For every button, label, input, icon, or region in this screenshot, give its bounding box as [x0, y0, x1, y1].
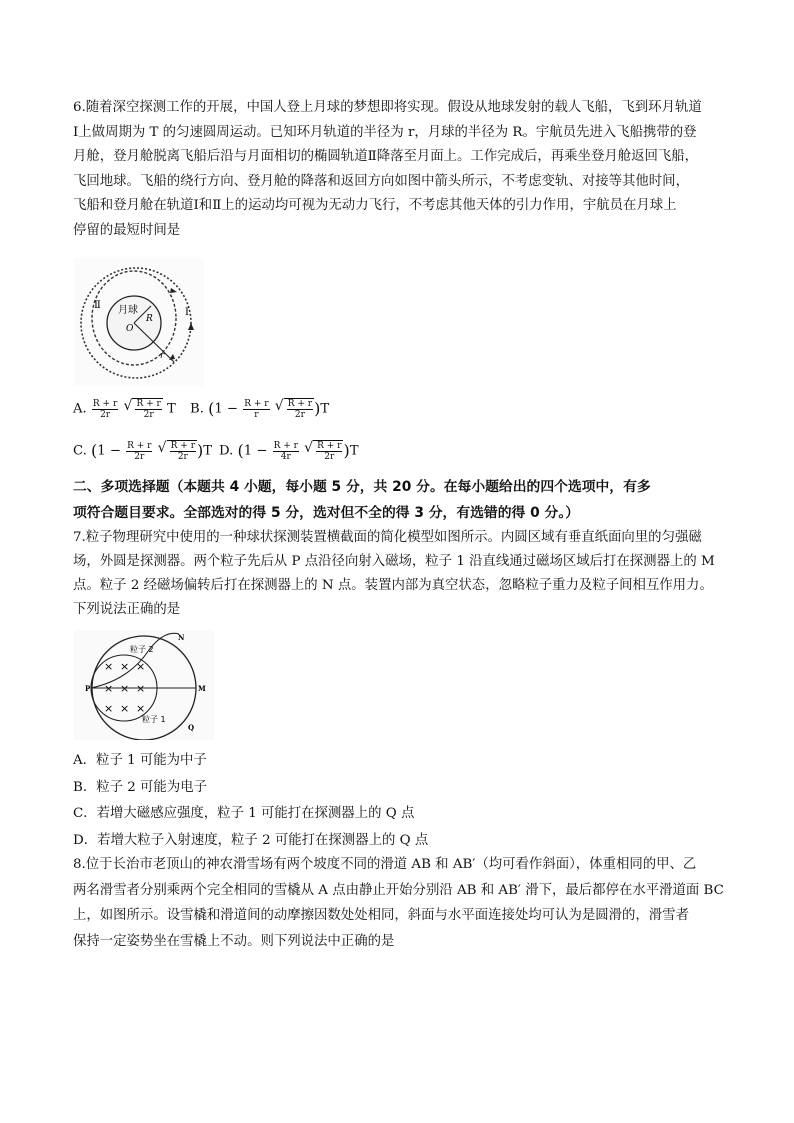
radius-label: R	[146, 314, 153, 324]
svg-text:×: ×	[104, 660, 114, 673]
q6-option-A: A. $\frac{R + r}{2r}$ √ $\frac{R + r}{2r}$ T	[73, 398, 176, 420]
point-N-label: N	[178, 633, 185, 642]
q7-option-C: C．若增大磁感应强度，粒子 1 可能打在探测器上的 Q 点	[73, 806, 415, 821]
particle-2-label: 粒子 2	[130, 645, 154, 654]
svg-text:×: ×	[120, 682, 130, 695]
q7-line: 场，外圆是探测器。两个粒子先后从 P 点沿径向射入磁场，粒子 1 沿直线通过磁场区域后打在探测器上的 M	[73, 554, 715, 569]
center-label: O	[126, 324, 134, 334]
q8-line: 8.位于长治市老顶山的神农滑雪场有两个坡度不同的滑道 AB 和 AB′（均可看作斜面），体重相同的甲、乙	[73, 857, 697, 872]
moon-label: 月球	[118, 305, 138, 316]
q7-option-A: A．粒子 1 可能为中子	[73, 753, 207, 768]
q7-line: 点。粒子 2 经磁场偏转后打在探测器上的 N 点。装置内部为真空状态，忽略粒子重力及粒子间相互作用力。	[73, 578, 713, 593]
q6-line: 停留的最短时间是	[73, 222, 181, 238]
q8-line: 两名滑雪者分别乘两个完全相同的雪橇从 A 点由静止开始分别沿 AB 和 AB′ 滑下，最后都停在水平滑道面 BC	[73, 882, 724, 898]
question-8-stem	[73, 852, 733, 954]
svg-text:×: ×	[136, 682, 146, 695]
orbit-radius-label: r	[160, 351, 165, 361]
q6-option-C: C. (1 − $\frac{R + r}{2r}$ √ $\frac{R + r}{2r}$ )T	[73, 440, 212, 462]
svg-text:×: ×	[120, 660, 130, 673]
section-2-heading: 二、多项选择题（本题共 4 小题，每小题 5 分，共 20 分。在每小题给出的四个选项中，有多 项符合题目要求。全部选对的得 5 分，选对但不全的得 3 分，有选错的得 0 分。）	[73, 479, 651, 521]
q6-line: 月舱，登月舱脱离飞船后沿与月面相切的椭圆轨道Ⅱ降落至月面上。工作完成后，再乘坐登月舱返回飞船，	[73, 149, 699, 165]
svg-text:×: ×	[136, 702, 146, 715]
q7-line: 下列说法正确的是	[73, 602, 181, 617]
q7-line: 7.粒子物理研究中使用的一种球状探测装置横截面的简化模型如图所示。内圆区域有垂直纸面向里的匀强磁	[73, 530, 702, 545]
point-P-label: P	[85, 684, 91, 693]
svg-text:×: ×	[136, 660, 146, 673]
svg-text:×: ×	[104, 682, 114, 695]
point-Q-label: Q	[188, 723, 195, 732]
detector-figure	[74, 630, 214, 740]
point-M-label: M	[198, 684, 206, 693]
q8-line: 上，如图所示。设雪橇和滑道间的动摩擦因数处处相同，斜面与水平面连接处均可认为是圆滑的，滑雪者	[73, 908, 689, 923]
q7-option-B: B．粒子 2 可能为电子	[73, 779, 207, 795]
q6-line: 飞船和登月舱在轨道Ⅰ和Ⅱ上的运动均可视为无动力飞行，不考虑其他天体的引力作用，宇航员在月球上	[73, 198, 677, 214]
q7-option-D: D．若增大粒子入射速度，粒子 2 可能打在探测器上的 Q 点	[73, 832, 429, 848]
orbit-1-label: Ⅰ	[185, 307, 189, 318]
q6-option-D: D. (1 − $\frac{R + r}{4r}$ √ $\frac{R + r}{2r}$ )T	[219, 440, 359, 462]
q7-options	[73, 748, 733, 854]
q6-line: Ⅰ上做周期为 T 的匀速圆周运动。已知环月轨道的半径为 r，月球的半径为 R。宇航员先进入飞船携带的登	[73, 124, 697, 140]
q6-option-B: B. (1 − $\frac{R + r}{r}$ √ $\frac{R + r}{2r}$ )T	[190, 398, 329, 420]
field-crosses	[104, 660, 145, 715]
q6-line: 飞回地球。飞船的绕行方向、登月舱的降落和返回方向如图中箭头所示，不考虑变轨、对接等其他时间，	[73, 173, 689, 189]
svg-text:×: ×	[104, 702, 114, 715]
orbit-figure	[74, 258, 204, 386]
question-6-stem	[73, 96, 733, 244]
svg-text:×: ×	[120, 702, 130, 715]
q8-line: 保持一定姿势坐在雪橇上不动。则下列说法中正确的是	[73, 933, 395, 949]
particle-1-label: 粒子 1	[142, 715, 166, 724]
question-7-stem	[73, 526, 733, 622]
q6-line: 6.随着深空探测工作的开展，中国人登上月球的梦想即将实现。假设从地球发射的载人飞船，飞到环月轨道	[73, 100, 702, 115]
orbit-2-label: Ⅱ	[94, 300, 101, 311]
